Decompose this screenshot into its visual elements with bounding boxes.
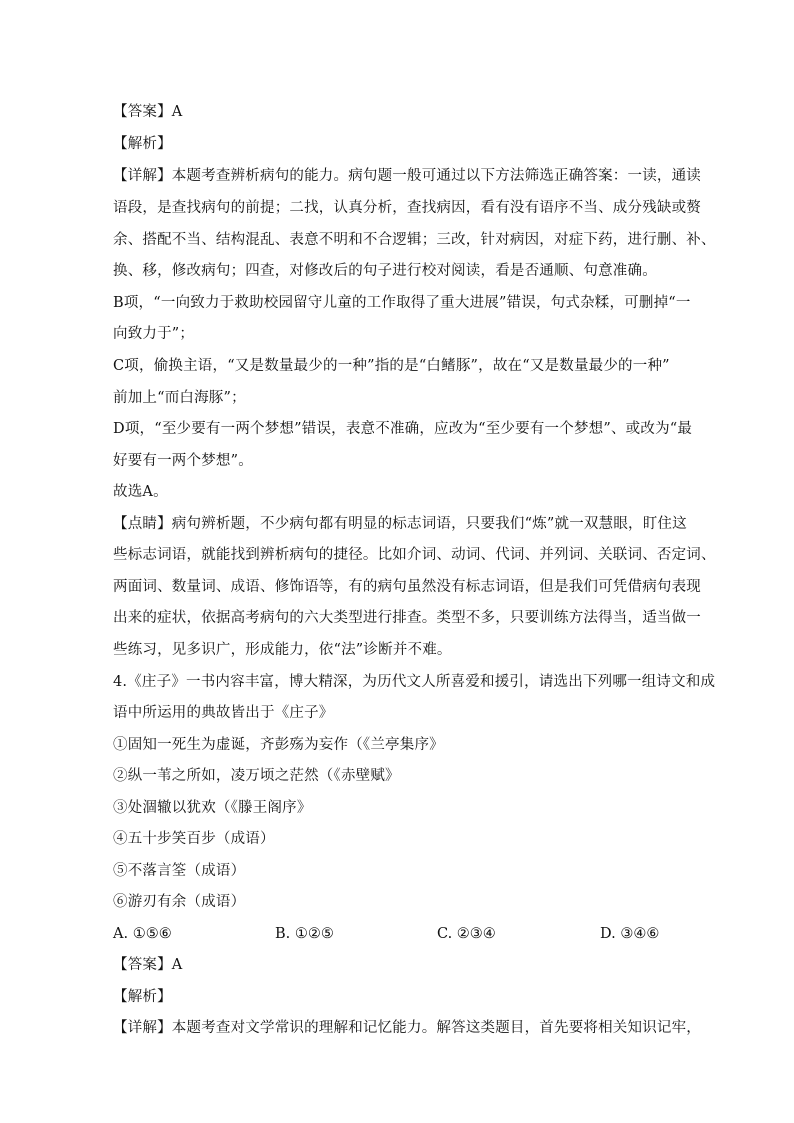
q3-detail-line: 向致力于”； (113, 326, 195, 342)
q4-answer: 【答案】A (113, 957, 183, 973)
q3-comment-line: 两面词、数量词、成语、修饰语等，有的病句虽然没有标志词语，但是我们可凭借病句表现 (113, 579, 701, 595)
q3-detail-line: C项，偷换主语，“又是数量最少的一种”指的是“白鳍豚”，故在“又是数量最少的一种” (113, 358, 670, 374)
q4-item: ⑤不落言筌（成语） (113, 863, 246, 879)
q3-detail-line: 【详解】本题考查辨析病句的能力。病句题一般可通过以下方法筛选正确答案：一读，通读 (113, 168, 701, 184)
q3-detail-line: D项，“至少要有一两个梦想”错误，表意不准确，应改为“至少要有一个梦想”、或改为“最 (113, 421, 693, 437)
q4-option-c: C. ②③④ (437, 926, 496, 942)
q3-detail-line: 语段，是查找病句的前提；二找，认真分析，查找病因，看有没有语序不当、成分残缺或赘 (113, 200, 701, 216)
q3-answer: 【答案】A (113, 104, 183, 120)
q3-detail-line: B项，“一向致力于救助校园留守儿童的工作取得了重大进展”错误，句式杂糅，可删掉“一 (113, 295, 691, 311)
q3-detail-line: 换、移，修改病句；四查，对修改后的句子进行校对阅读，看是否通顺、句意准确。 (113, 263, 657, 279)
q4-option-b: B. ①②⑤ (275, 926, 334, 942)
q3-comment-line: 些练习，见多识广，形成能力，依“法”诊断并不难。 (113, 642, 452, 658)
q4-item: ③处涸辙以犹欢（《滕王阁序》 (113, 800, 312, 816)
q4-stem-line: 语中所运用的典故皆出于《庄子》 (113, 705, 334, 721)
q3-detail-line: 前加上“而白海豚”； (113, 390, 246, 406)
q4-stem-line: 4.《庄子》一书内容丰富，博大精深，为历代文人所喜爱和援引，请选出下列哪一组诗文和成 (113, 674, 716, 690)
q4-item: ①固知一死生为虚诞，齐彭殇为妄作（《兰亭集序》 (113, 737, 444, 753)
q3-comment-line: 些标志词语，就能找到辨析病句的捷径。比如介词、动词、代词、并列词、关联词、否定词、 (113, 547, 716, 563)
q4-option-a: A. ①⑤⑥ (113, 926, 172, 942)
q3-comment-line: 出来的症状，依据高考病句的六大类型进行排查。类型不多，只要训练方法得当，适当做一 (113, 610, 701, 626)
q4-option-d: D. ③④⑥ (600, 926, 660, 942)
q3-analysis-heading: 【解析】 (113, 136, 172, 152)
q4-detail-line: 【详解】本题考查对文学常识的理解和记忆能力。解答这类题目，首先要将相关知识记牢， (113, 1020, 701, 1036)
q4-item: ⑥游刃有余（成语） (113, 894, 246, 910)
q4-item: ④五十步笑百步（成语） (113, 831, 275, 847)
q3-detail-line: 故选A。 (113, 484, 168, 500)
q4-item: ②纵一苇之所如，凌万顷之茫然（《赤壁赋》 (113, 768, 400, 784)
q3-comment-line: 【点睛】病句辨析题，不少病句都有明显的标志词语，只要我们“炼”就一双慧眼，盯住这 (113, 516, 687, 532)
q3-detail-line: 余、搭配不当、结构混乱、表意不明和不合逻辑；三改，针对病因，对症下药，进行删、补、 (113, 232, 716, 248)
q3-detail-line: 好要有一两个梦想”。 (113, 453, 253, 469)
q4-analysis-heading: 【解析】 (113, 989, 172, 1005)
